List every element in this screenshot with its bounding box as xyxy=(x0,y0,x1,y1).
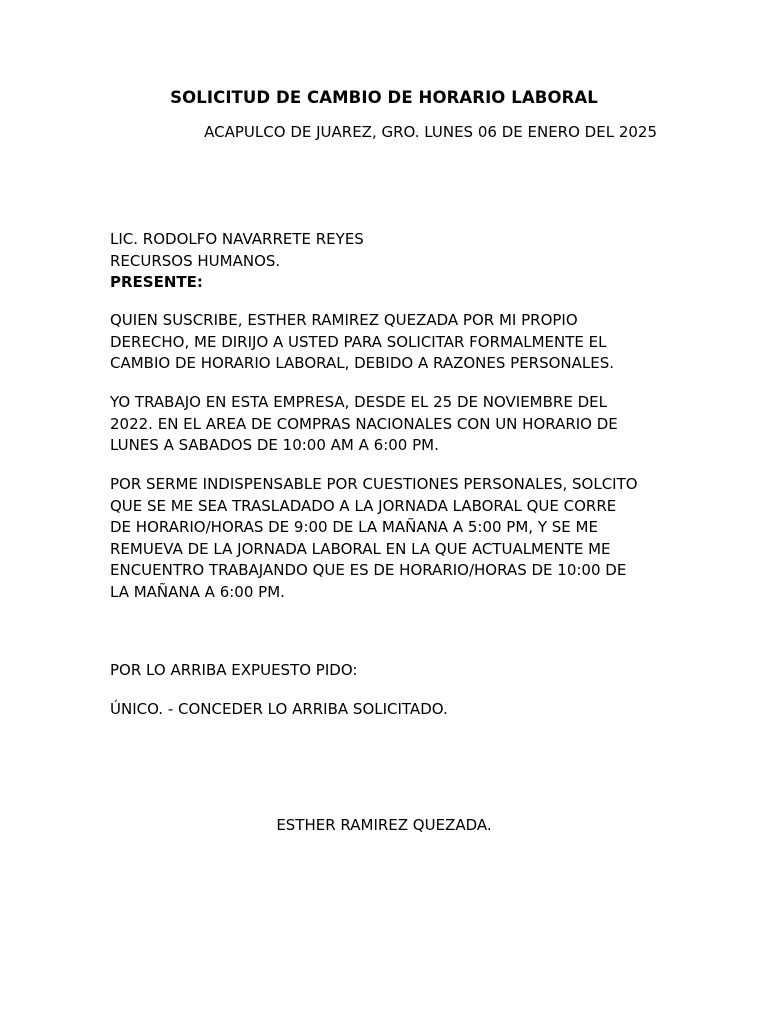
paragraph-line: LA MAÑANA A 6:00 PM. xyxy=(110,582,285,601)
paragraph-line: LUNES A SABADOS DE 10:00 AM A 6:00 PM. xyxy=(110,436,439,454)
paragraph-line: 2022. EN EL AREA DE COMPRAS NACIONALES CON UN HORARIO DE xyxy=(110,414,618,433)
petition-intro: POR LO ARRIBA EXPUESTO PIDO: xyxy=(110,661,358,679)
paragraph-line: CAMBIO DE HORARIO LABORAL, DEBIDO A RAZONES PERSONALES. xyxy=(110,354,615,372)
paragraph-line: DE HORARIO/HORAS DE 9:00 DE LA MAÑANA A 5:00 PM, Y SE ME xyxy=(110,518,598,536)
signature-name: ESTHER RAMIREZ QUEZADA. xyxy=(276,816,492,834)
paragraph-line: POR SERME INDISPENSABLE POR CUESTIONES PERSONALES, SOLCITO xyxy=(110,475,638,493)
addressee-name: LIC. RODOLFO NAVARRETE REYES xyxy=(110,230,364,248)
body-paragraph-2 xyxy=(110,392,662,457)
paragraph-line: DERECHO, ME DIRIJO A USTED PARA SOLICITAR FORMALMENTE EL xyxy=(110,332,607,351)
paragraph-line: REMUEVA DE LA JORNADA LABORAL EN LA QUE ACTUALMENTE ME xyxy=(110,539,611,558)
addressee-department: RECURSOS HUMANOS. xyxy=(110,251,281,270)
addressee-block xyxy=(110,229,364,294)
addressee-greeting: PRESENTE: xyxy=(110,273,203,291)
document-title: SOLICITUD DE CAMBIO DE HORARIO LABORAL xyxy=(170,88,598,107)
paragraph-line: ENCUENTRO TRABAJANDO QUE ES DE HORARIO/HORAS DE 10:00 DE xyxy=(110,561,627,579)
body-paragraph-1 xyxy=(110,310,662,375)
paragraph-line: YO TRABAJO EN ESTA EMPRESA, DESDE EL 25 DE NOVIEMBRE DEL xyxy=(110,393,607,411)
body-paragraph-3 xyxy=(110,474,662,603)
paragraph-line: QUIEN SUSCRIBE, ESTHER RAMIREZ QUEZADA POR MI PROPIO xyxy=(110,311,578,329)
place-and-date: ACAPULCO DE JUAREZ, GRO. LUNES 06 DE ENERO DEL 2025 xyxy=(204,123,657,141)
paragraph-line: QUE SE ME SEA TRASLADADO A LA JORNADA LABORAL QUE CORRE xyxy=(110,496,617,515)
petition-item: ÚNICO. - CONCEDER LO ARRIBA SOLICITADO. xyxy=(110,700,448,718)
